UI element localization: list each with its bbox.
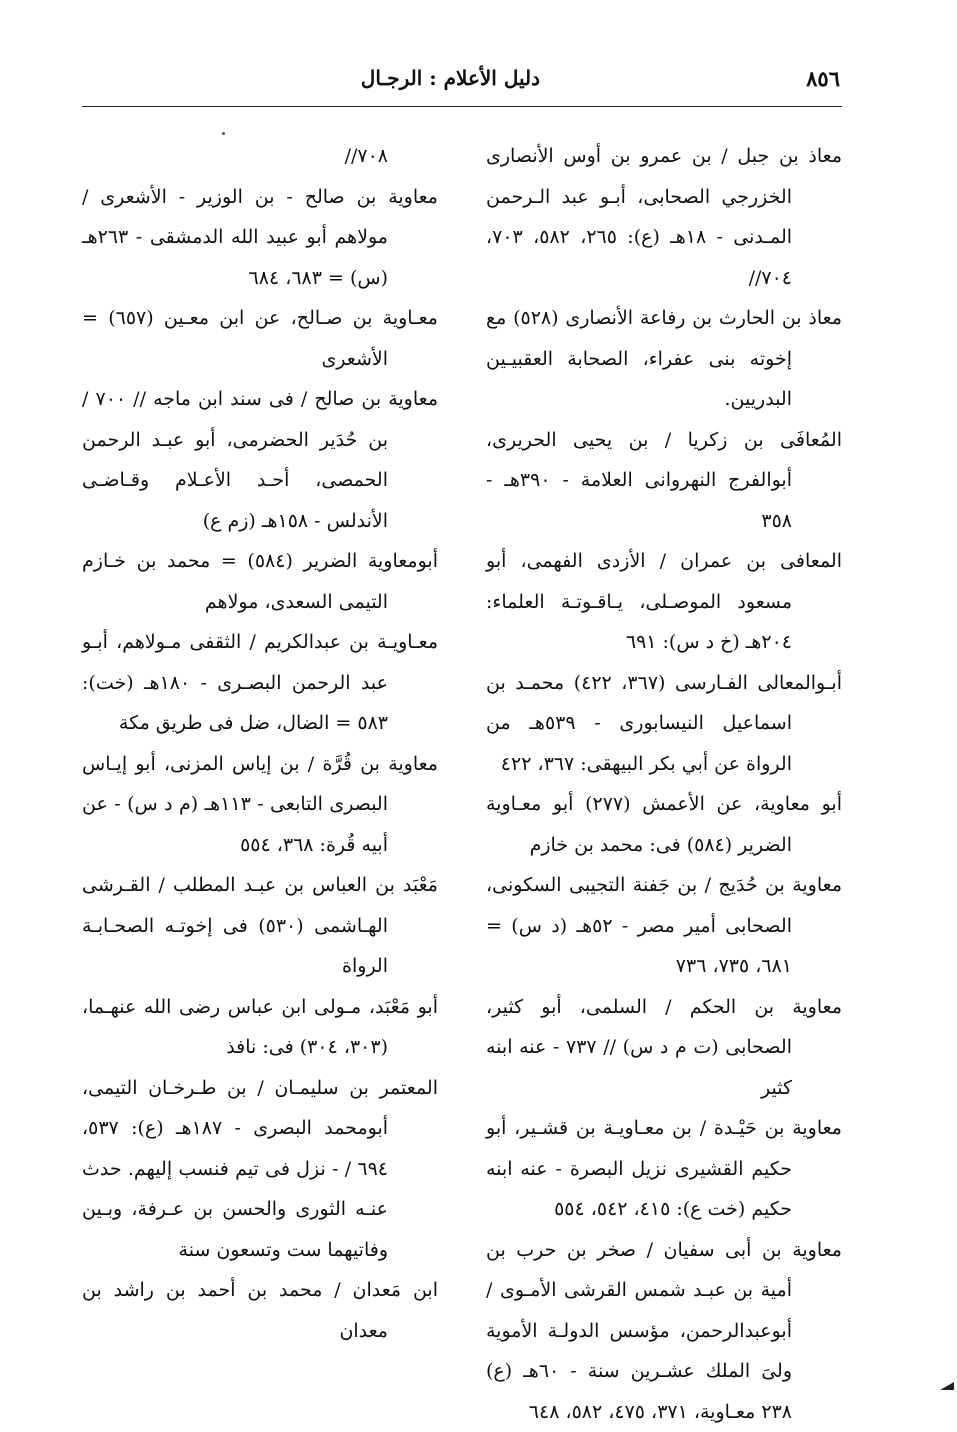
- right-column: [486, 136, 842, 1432]
- entry: معاذ بن جبل / بن عمرو بن أوس الأنصارى الخزرجي الصحابى، أبـو عبد الـرحمن المـدنى - ١٨هـ (ع): ٢٦٥، ٥٨٢، ٧٠٣، ٧٠٤//: [486, 136, 842, 298]
- entry: المُعافَى بن زكريا / بن يحيى الحريرى، أبوالفرج النهروانى العلامة - ٣٩٠هـ - ٣٥٨: [486, 420, 842, 542]
- entry: معـاويـة بن عبدالكريم / الثقفى مـولاهم، أبـو عبد الرحمن البصـرى - ١٨٠هـ (خت): ٥٨٣ = الضال، ضل فى طريق مكة: [82, 622, 438, 744]
- entry: ابن مَعدان / محمد بن أحمد بن راشد بن معدان: [82, 1270, 438, 1351]
- entry: معاوية بن قُرَّة / بن إياس المزنى، أبو إيـاس البصرى التابعى - ١١٣هـ (م د س) - عن أبيه قُرة: ٣٦٨، ٥٥٤: [82, 744, 438, 866]
- print-speck: [222, 132, 225, 135]
- page-header: [80, 62, 840, 102]
- entry: مَعْبَد بن العباس بن عبـد المطلب / القـرشى الهـاشمى (٥٣٠) فى إخوتـه الصحـابـة الرواة: [82, 865, 438, 987]
- entry: معاوية بن حَيْـدة / بن معـاويـة بن قشـير، أبو حكيم القشيرى نزيل البصرة - عنه ابنه حكيم (خت ع): ٤١٥، ٥٤٢، ٥٥٤: [486, 1108, 842, 1230]
- page-number: ٨٥٦: [806, 66, 840, 91]
- header-rule: [82, 106, 842, 107]
- entry: أبـوالمعالى الفـارسى (٣٦٧، ٤٢٢) محمـد بن اسماعيل النيسابورى - ٥٣٩هـ من الرواة عن أبي بكر البيهقى: ٣٦٧، ٤٢٢: [486, 663, 842, 785]
- entry-continuation: ٧٠٨//: [82, 136, 438, 177]
- running-title: دليل الأعلام : الرجـال: [361, 66, 540, 90]
- entry: معاوية بن أبى سفيان / صخر بن حرب بن أمية بن عبـد شمس القرشى الأمـوى / أبوعبدالرحمن، مؤسس الدولـة الأموية ولىَ الملك عشـرين سنة - ٦٠هـ (ع) ٢٣٨ معـاوية، ٣٧١، ٤٧٥، ٥٨٢، ٦٤٨: [486, 1230, 842, 1432]
- entry: معاذ بن الحارث بن رفاعة الأنصارى (٥٢٨) مع إخوته بنى عفراء، الصحابة العقبيـين البدريين.: [486, 298, 842, 420]
- entry: معاوية بن حُدَيج / بن جَفنة التجيبى السكونى، الصحابى أمير مصر - ٥٢هـ (د س) = ٦٨١، ٧٣٥، ٧٣٦: [486, 865, 842, 987]
- entry: أبو معاوية، عن الأعمش (٢٧٧) أبو معـاوية الضرير (٥٨٤) فى: محمد بن خازم: [486, 784, 842, 865]
- entry: معاوية بن صالح / فى سند ابن ماجه // ٧٠٠ / بن حُدَير الحضرمى، أبو عبـد الرحمن الحمصى، أحـد الأعـلام وقـاضـى الأندلس - ١٥٨هـ (زم ع): [82, 379, 438, 541]
- entry: أبومعاوية الضرير (٥٨٤) = محمد بن خـازم التيمى السعدى، مولاهم: [82, 541, 438, 622]
- entry: المعافى بن عمران / الأزدى الفهمى، أبو مسعود الموصـلى، يـاقـوتـة العلماء: ٢٠٤هـ (خ د س): ٦٩١: [486, 541, 842, 663]
- entry: معاوية بن صالح - بن الوزير - الأشعرى / مولاهم أبو عبيد الله الدمشقى - ٢٦٣هـ (س) = ٦٨٣، ٦٨٤: [82, 177, 438, 299]
- entry: المعتمر بن سليمـان / بن طـرخـان التيمى، أبومحمد البصرى - ١٨٧هـ (ع): ٥٣٧، ٦٩٤ / - نزل فى تيم فنسب إليهم. حدث عنـه الثورى والحسن بن عـرفة، وبـين وفاتيهما ست وتسعون سنة: [82, 1068, 438, 1271]
- entry: معاوية بن الحكم / السلمى، أبو كثير، الصحابى (ت م د س) // ٧٣٧ - عنه ابنه كثير: [486, 987, 842, 1109]
- left-column: [82, 136, 438, 1351]
- entry: معـاوية بن صـالح، عن ابن معـين (٦٥٧) = الأشعرى: [82, 298, 438, 379]
- corner-mark: [940, 1382, 954, 1390]
- entry: أبو مَعْبَد، مـولى ابن عباس رضى الله عنهـما، (٣٠٣، ٣٠٤) فى: نافذ: [82, 987, 438, 1068]
